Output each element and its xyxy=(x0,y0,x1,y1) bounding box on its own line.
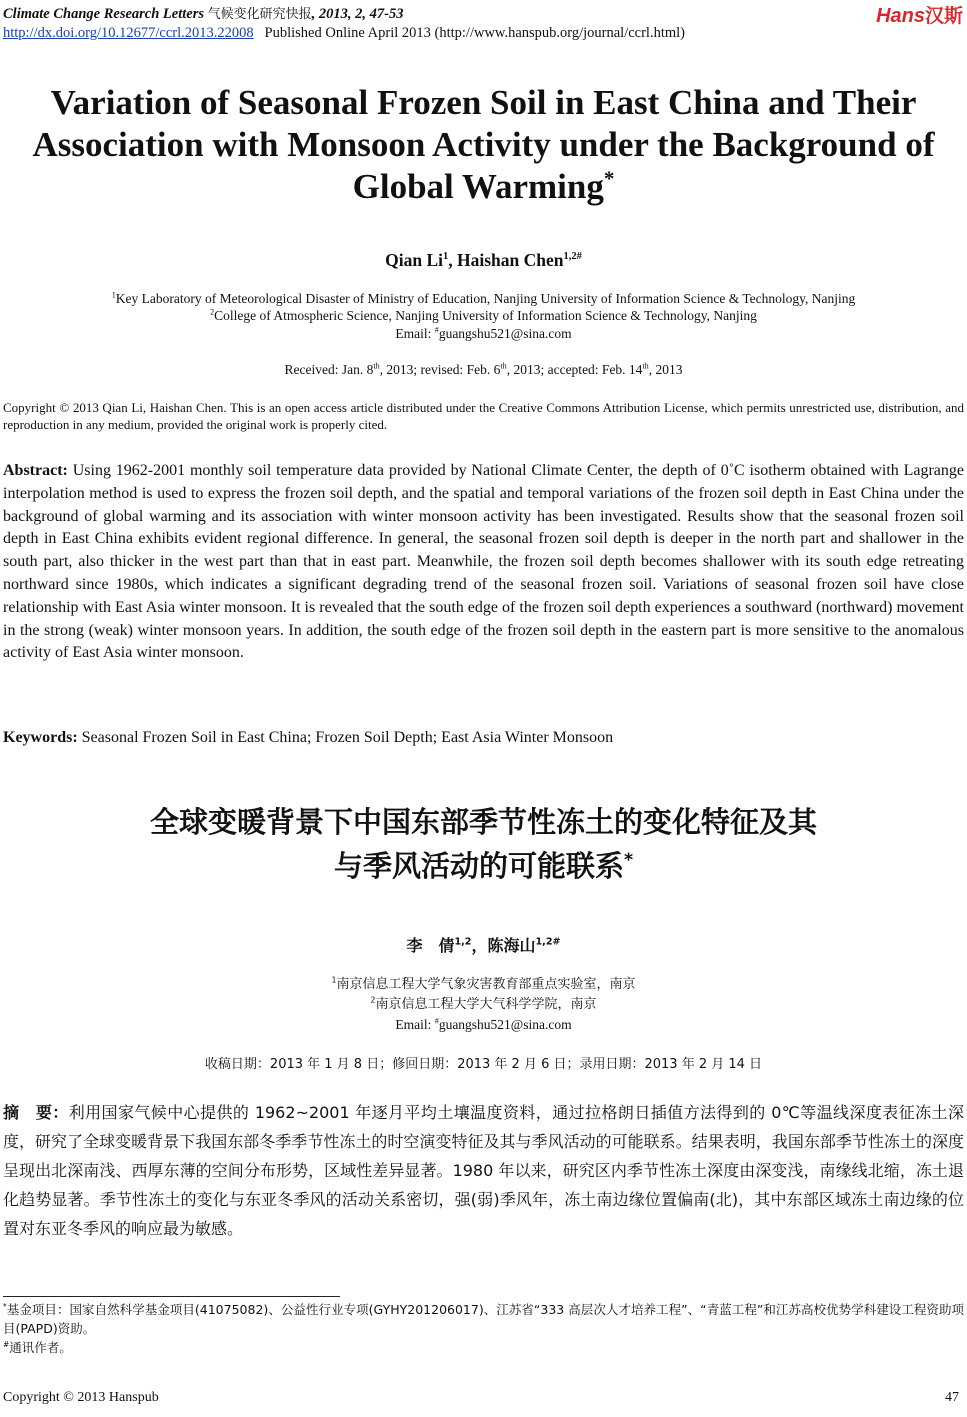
author-separator: , xyxy=(448,250,457,270)
email-cn-label: Email: xyxy=(395,1017,435,1032)
abstract-label: Abstract: xyxy=(3,462,68,479)
email-cn xyxy=(10,1015,957,1034)
author-cn-separator: ， xyxy=(471,936,488,955)
affil-2-sup: 2 xyxy=(210,307,215,317)
author-1-sup: 1 xyxy=(443,251,449,263)
footnote-fund-text: 基金项目：国家自然科学基金项目(41075082)、公益性行业专项(GYHY201206017)、江苏省“333 高层次人才培养工程”、“青蓝工程”和江苏高校优势学科建设工程资助项目(PAPD)资助。 xyxy=(3,1302,964,1336)
abstract-text: Using 1962-2001 monthly soil temperature data provided by National Climate Center, the depth of 0˚C isotherm obtained with Lagrange interpolation method is used to express the frozen soil depth, and the spatial and temporal variations of the frozen soil depth in East China under the background of global warming and its association with winter monsoon activity has been investigated. Results show that the seasonal frozen soil depth in East China exhibits evident regional difference. In general, the seasonal frozen soil depth is deeper in the north part and shallower in the south part, also thicker in the west part than that in east part. Meanwhile, the frozen soil depth becomes shallower with its south edge retreating northward since 1980s, which indicates a significant degrading trend of the seasonal frozen soil. Variations of seasonal frozen soil have close relationship with East Asia winter monsoon. It is revealed that the south edge of the frozen soil depth experiences a southward (northward) movement in the strong (weak) winter monsoon years. In addition, the south edge of the frozen soil depth in the eastern part is more sensitive to the anomalous activity of East Asia winter monsoon. xyxy=(3,462,965,662)
footnote-fund xyxy=(3,1300,964,1338)
abstract-cn xyxy=(3,1098,964,1243)
keywords-label: Keywords: xyxy=(3,729,78,746)
received-sup: th xyxy=(373,361,380,371)
email-label: Email: xyxy=(395,326,435,341)
published-info: Published Online April 2013 (http://www.hanspub.org/journal/ccrl.html) xyxy=(264,25,685,41)
author-cn-1-name: 李 倩 xyxy=(406,936,455,955)
title-cn-line-2: 与季风活动的可能联系 xyxy=(333,849,624,883)
abstract-en xyxy=(3,460,964,665)
logo-text-cn: 汉斯 xyxy=(924,5,963,27)
accepted-sup: th xyxy=(642,361,649,371)
received-text: Received: Jan. 8 xyxy=(284,362,374,377)
journal-header xyxy=(3,3,403,23)
keywords-en xyxy=(3,729,964,747)
journal-name-en: Climate Change Research Letters xyxy=(3,6,204,22)
footnotes xyxy=(3,1300,964,1357)
affil-cn-2-sup: 2 xyxy=(370,995,376,1005)
journal-name-cn: 气候变化研究快报 xyxy=(207,7,312,22)
title-en-text: Variation of Seasonal Frozen Soil in East China and Their Association with Monsoon Activity under the Background of Global Warming xyxy=(32,83,935,206)
journal-citation: , 2013, 2, 47-53 xyxy=(311,6,404,22)
publisher-logo xyxy=(876,1,963,28)
affil-2-text: College of Atmospheric Science, Nanjing University of Information Science & Technology, Nanjing xyxy=(214,308,757,323)
revised-text: , 2013; revised: Feb. 6 xyxy=(379,362,501,377)
footer-copyright: Copyright © 2013 Hanspub xyxy=(3,1390,159,1405)
title-en-mark: * xyxy=(603,166,615,191)
footnote-divider xyxy=(3,1296,340,1297)
accepted-text: , 2013; accepted: Feb. 14 xyxy=(506,362,643,377)
received-dates-cn: 收稿日期：2013 年 1 月 8 日；修回日期：2013 年 2 月 6 日；录用日期：2013 年 2 月 14 日 xyxy=(204,1057,763,1072)
title-cn-line-1: 全球变暖背景下中国东部季节性冻土的变化特征及其 xyxy=(149,805,817,839)
affil-1-sup: 1 xyxy=(111,290,116,300)
affil-cn-1-text: 南京信息工程大学气象灾害教育部重点实验室，南京 xyxy=(336,977,636,992)
affil-cn-2-text: 南京信息工程大学大气科学学院，南京 xyxy=(375,997,597,1012)
title-cn xyxy=(10,800,957,888)
accepted-year: , 2013 xyxy=(648,362,683,377)
received-dates-en xyxy=(10,362,957,378)
title-cn-mark: * xyxy=(623,850,634,871)
abstract-cn-text: 利用国家气候中心提供的 1962~2001 年逐月平均土壤温度资料，通过拉格朗日插值方法得到的 0℃等温线深度表征冻土深度，研究了全球变暖背景下我国东部冬季季节性冻土的时空演变特征及其与季风活动的可能联系。结果表明，我国东部季节性冻土的深度呈现出北深南浅、西厚东薄的空间分布形势，区域性差异显著。1980 年以来，研究区内季节性冻土深度由深变浅，南缘线北缩，冻土退化趋势显著。季节性冻土的变化与东亚冬季风的活动关系密切，强(弱)季风年，冻土南边缘位置偏南(北)，其中东部区域冻土南边缘的位置对东亚冬季风的响应最为敏感。 xyxy=(3,1103,964,1238)
author-1-name: Qian Li xyxy=(385,250,443,270)
affil-1-text: Key Laboratory of Meteorological Disaster of Ministry of Education, Nanjing University of Information Science & Technology, Nanjing xyxy=(115,291,856,306)
author-cn-1-sup: 1,2 xyxy=(454,936,472,948)
email-sup: # xyxy=(434,325,439,335)
email-cn-address: guangshu521@sina.com xyxy=(438,1017,572,1032)
doi-link[interactable]: http://dx.doi.org/10.12677/ccrl.2013.22008 xyxy=(3,25,254,41)
email-address: guangshu521@sina.com xyxy=(438,326,572,341)
author-cn-2-name: 陈海山 xyxy=(487,936,536,955)
keywords-text: Seasonal Frozen Soil in East China; Frozen Soil Depth; East Asia Winter Monsoon xyxy=(81,729,614,746)
email-cn-sup: # xyxy=(434,1016,439,1026)
affiliation-1-cn xyxy=(10,975,957,994)
logo-text-en: Hans xyxy=(876,5,925,27)
page-number: 47 xyxy=(945,1390,959,1405)
doi-line xyxy=(3,25,685,42)
footnote-corr-text: 通讯作者。 xyxy=(9,1340,72,1355)
author-2-sup: 1,2# xyxy=(563,251,582,263)
affil-cn-1-sup: 1 xyxy=(331,975,337,985)
title-en xyxy=(10,82,957,208)
footnote-fund-mark: * xyxy=(3,1301,7,1311)
author-2-name: Haishan Chen xyxy=(457,250,564,270)
author-cn-2-sup: 1,2# xyxy=(535,936,561,948)
abstract-cn-label: 摘 要： xyxy=(3,1103,69,1122)
footnote-corresponding xyxy=(3,1338,964,1357)
authors-cn xyxy=(10,933,957,956)
authors-en xyxy=(10,250,957,271)
email-en xyxy=(10,325,957,342)
affiliation-2-en xyxy=(10,307,957,324)
footnote-corr-mark: # xyxy=(3,1339,10,1349)
affiliation-2-cn xyxy=(10,995,957,1014)
copyright-notice: Copyright © 2013 Qian Li, Haishan Chen. This is an open access article distributed under the Creative Commons Attribution License, which permits unrestricted use, distribution, and reproduction in any medium, provided the original work is properly cited. xyxy=(3,400,964,432)
affiliation-1-en xyxy=(10,290,957,307)
revised-sup: th xyxy=(500,361,507,371)
